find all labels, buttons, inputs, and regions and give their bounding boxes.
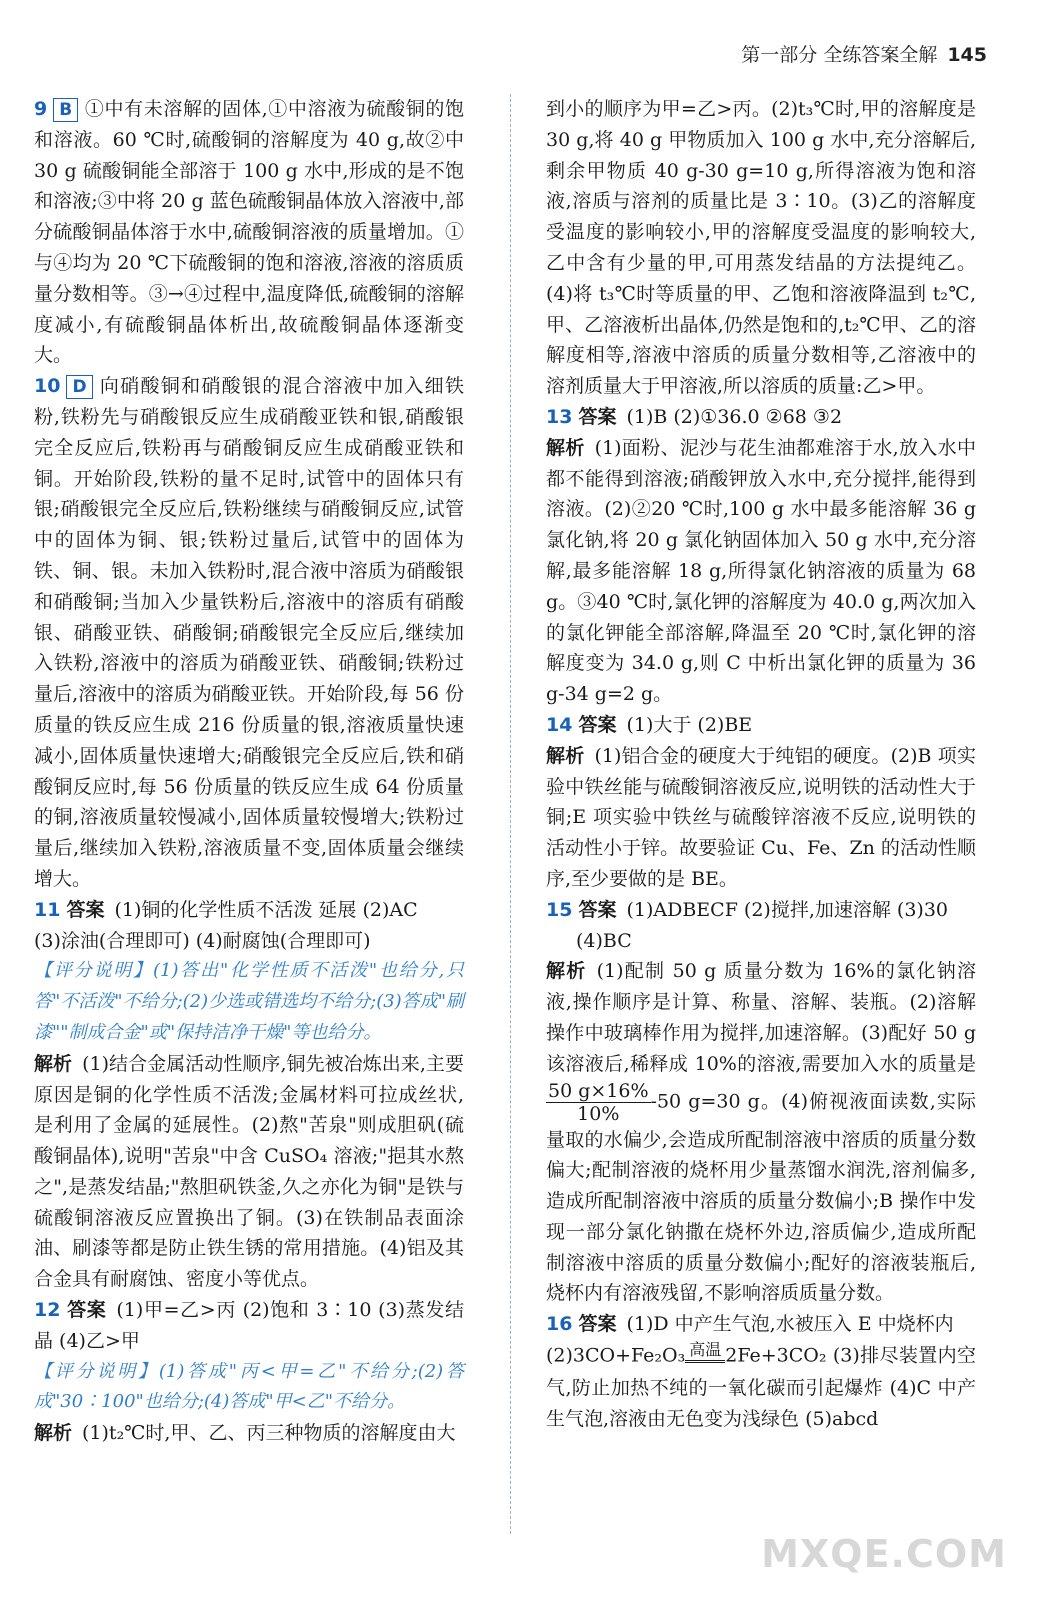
- question-number: 9: [34, 98, 48, 120]
- analysis-label: 解析: [546, 436, 585, 459]
- fraction: [546, 1080, 651, 1125]
- question-number: 14: [546, 713, 573, 736]
- fraction-denominator: 10%: [577, 1102, 620, 1125]
- analysis-text-cont: -50 g=30 g。(4)俯视液面读数,实际量取的水偏少,会造成所配制溶液中溶质的质量分数偏大;配制溶液的烧杯用少量蒸馏水润洗,溶剂偏多,造成所配制溶液中溶质的质量分数偏小;B 操作中发现一部分氯化钠撒在烧杯外边,溶质偏少,造成所配制溶液中溶质的质量分数偏小;配好的溶液装瓶后,烧杯内有溶液残留,不影响溶质质量分数。: [546, 1090, 976, 1305]
- answer-text: (1)甲=乙>丙 (2)饱和 3∶10 (3)蒸发结晶 (4)乙>甲: [34, 1299, 464, 1352]
- answer-badge: D: [66, 375, 92, 399]
- question-15: [546, 895, 976, 1310]
- analysis-label: 解析: [546, 744, 585, 767]
- question-9: [34, 94, 464, 371]
- section-title: 第一部分 全练答案全解: [741, 44, 938, 66]
- answer-label: 答案: [66, 1299, 107, 1322]
- analysis-text: (1)面粉、泥沙与花生油都难溶于水,放入水中都不能得到溶液;硝酸钾放入水中,充分搅拌,能得到溶液。(2)②20 ℃时,100 g 水中最多能溶解 36 g 氯化钠,将 20 g 氯化钠固体加入 50 g 水中,充分溶解,最多能溶解 18 g,所得氯化钠溶液的质量为 68 g。③40 ℃时,氯化钾的溶解度为 40.0 g,两次加入的氯化钾能全部溶解,降温至 20 ℃时,氯化钾的溶解度变为 34.0 g,则 C 中析出氯化钾的质量为 36 g-34 g=2 g。: [546, 436, 976, 706]
- question-12-analysis-cont: 到小的顺序为甲=乙>丙。(2)t₃℃时,甲的溶解度是 30 g,将 40 g 甲物质加入 100 g 水中,充分溶解后,剩余甲物质 40 g-30 g=10 g,所得溶液为饱和溶液,溶质与溶剂的质量比是 3∶10。(3)乙的溶解度受温度的影响较小,甲的溶解度受温度的影响较大,乙中含有少量的甲,可用蒸发结晶的方法提纯乙。(4)将 t₃℃时等质量的甲、乙饱和溶液降温到 t₂℃,甲、乙溶液析出晶体,仍然是饱和的,t₂℃甲、乙的溶解度相等,溶液中溶质的质量分数相等,乙溶液中的溶剂质量大于甲溶液,所以溶质的质量:乙>甲。: [546, 98, 976, 398]
- question-number: 10: [34, 375, 61, 398]
- question-12: [34, 1295, 464, 1449]
- watermark-logo: MXQE.COM: [761, 1532, 1007, 1576]
- question-number: 15: [546, 898, 573, 921]
- analysis-label: 解析: [34, 1422, 73, 1445]
- answer-label: 答案: [578, 1313, 617, 1336]
- question-14: [546, 710, 976, 895]
- answer-text-cont: (3)涂油(合理即可) (4)耐腐蚀(合理即可): [34, 929, 371, 952]
- condition-label: 高温: [685, 1340, 725, 1363]
- question-11: [34, 895, 464, 1295]
- question-number: 12: [34, 1299, 61, 1322]
- fraction-numerator: 50 g×16%: [548, 1079, 649, 1102]
- right-column: [546, 94, 976, 1435]
- analysis-text: (1)t₂℃时,甲、乙、丙三种物质的溶解度由大: [82, 1422, 456, 1445]
- answer-label: 答案: [578, 898, 617, 921]
- equation-right: 2Fe+3CO₂: [725, 1344, 827, 1367]
- column-divider: [510, 94, 511, 1534]
- question-13: [546, 402, 976, 710]
- analysis-text: (1)配制 50 g 质量分数为 16%的氯化钠溶液,操作顺序是计算、称量、溶解、装瓶。(2)溶解操作中玻璃棒作用为搅拌,加速溶解。(3)配好 50 g 该溶液后,稀释成 10%的溶液,需要加入水的质量是: [546, 960, 976, 1075]
- question-number: 16: [546, 1313, 573, 1336]
- answer-badge: B: [53, 98, 78, 122]
- explanation-text: 向硝酸铜和硝酸银的混合溶液中加入细铁粉,铁粉先与硝酸银反应生成硝酸亚铁和银,硝酸银完全反应后,铁粉再与硝酸铜反应生成硝酸亚铁和铜。开始阶段,铁粉的量不足时,试管中的固体只有银;硝酸银完全反应后,铁粉继续与硝酸铜反应,试管中的固体为铜、银;铁粉过量后,试管中的固体为铁、铜、银。未加入铁粉时,混合液中溶质为硝酸银和硝酸铜;当加入少量铁粉后,溶液中的溶质有硝酸银、硝酸亚铁、硝酸铜;硝酸银完全反应后,继续加入铁粉,溶液中的溶质为硝酸亚铁、硝酸铜;铁粉过量后,溶液中的溶质为硝酸亚铁。开始阶段,每 56 份质量的铁反应生成 216 份质量的银,溶液质量快速减小,固体质量快速增大;硝酸银完全反应后,铁和硝酸铜反应时,每 56 份质量的铁反应生成 64 份质量的铜,溶液质量较慢减小,固体质量较慢增大;铁粉过量后,继续加入铁粉,溶液质量不变,固体质量会继续增大。: [34, 375, 464, 890]
- answer-text: (1)D 中产生气泡,水被压入 E 中烧杯内: [626, 1313, 954, 1336]
- answer-label: 答案: [578, 713, 617, 736]
- question-number: 13: [546, 405, 573, 428]
- equation-left: (2)3CO+Fe₂O₃: [546, 1344, 686, 1367]
- scoring-note: 【评分说明】(1)答成"丙<甲=乙"不给分;(2)答成"30∶100"也给分;(4)答成"甲<乙"不给分。: [34, 1360, 464, 1413]
- answer-label: 答案: [578, 405, 617, 428]
- question-number: 11: [34, 898, 61, 921]
- answer-text: (1)大于 (2)BE: [626, 713, 753, 736]
- answer-text-cont: (3)排尽装置内空气,防止加热不纯的一氧化碳而引起爆炸 (4)C 中产生气泡,溶液由无色变为浅绿色 (5)abcd: [546, 1344, 976, 1430]
- analysis-label: 解析: [546, 960, 587, 983]
- answer-text: (1)ADBECF (2)搅拌,加速溶解 (3)30: [626, 898, 949, 921]
- analysis-text: (1)结合金属活动性顺序,铜先被冶炼出来,主要原因是铜的化学性质不活泼;金属材料可拉成丝状,是利用了金属的延展性。(2)熬"苦泉"则成胆矾(硫酸铜晶体),说明"苦泉"中含 CuSO₄ 溶液;"挹其水熬之",是蒸发结晶;"熬胆矾铁釜,久之亦化为铜"是铁与硫酸铜溶液反应置换出了铜。(3)在铁制品表面涂油、刷漆等都是防止铁生锈的常用措施。(4)铝及其合金具有耐腐蚀、密度小等优点。: [34, 1052, 464, 1291]
- page-number: 145: [947, 44, 987, 66]
- question-16: [546, 1309, 976, 1434]
- answer-text: (1)铜的化学性质不活泼 延展 (2)AC: [114, 898, 418, 921]
- question-10: [34, 371, 464, 895]
- left-column: [34, 94, 464, 1449]
- analysis-label: 解析: [34, 1052, 73, 1075]
- analysis-text: (1)铝合金的硬度大于纯铝的硬度。(2)B 项实验中铁丝能与硫酸铜溶液反应,说明铁的活动性大于铜;E 项实验中铁丝与硫酸锌溶液不反应,说明铁的活动性小于锌。故要验证 Cu、Fe、Zn 的活动性顺序,至少要做的是 BE。: [546, 744, 976, 890]
- scoring-note: 【评分说明】(1)答出"化学性质不活泼"也给分,只答"不活泼"不给分;(2)少选或错选均不给分;(3)答成"刷漆""制成合金"或"保持洁净干燥"等也给分。: [34, 960, 464, 1043]
- reaction-condition: [685, 1340, 725, 1373]
- answer-text-cont: (4)BC: [576, 929, 632, 952]
- answer-text: (1)B (2)①36.0 ②68 ③2: [626, 405, 843, 428]
- explanation-text: ①中有未溶解的固体,①中溶液为硫酸铜的饱和溶液。60 ℃时,硫酸铜的溶解度为 40 g,故②中 30 g 硫酸铜能全部溶于 100 g 水中,形成的是不饱和溶液;③中将 20 g 蓝色硫酸铜晶体放入溶液中,部分硫酸铜晶体溶于水中,硫酸铜溶液的质量增加。①与④均为 20 ℃下硫酸铜的饱和溶液,溶液的溶质质量分数相等。③→④过程中,温度降低,硫酸铜的溶解度减小,有硫酸铜晶体析出,故硫酸铜晶体逐渐变大。: [34, 98, 464, 367]
- answer-label: 答案: [66, 898, 105, 921]
- page-header: [741, 40, 987, 67]
